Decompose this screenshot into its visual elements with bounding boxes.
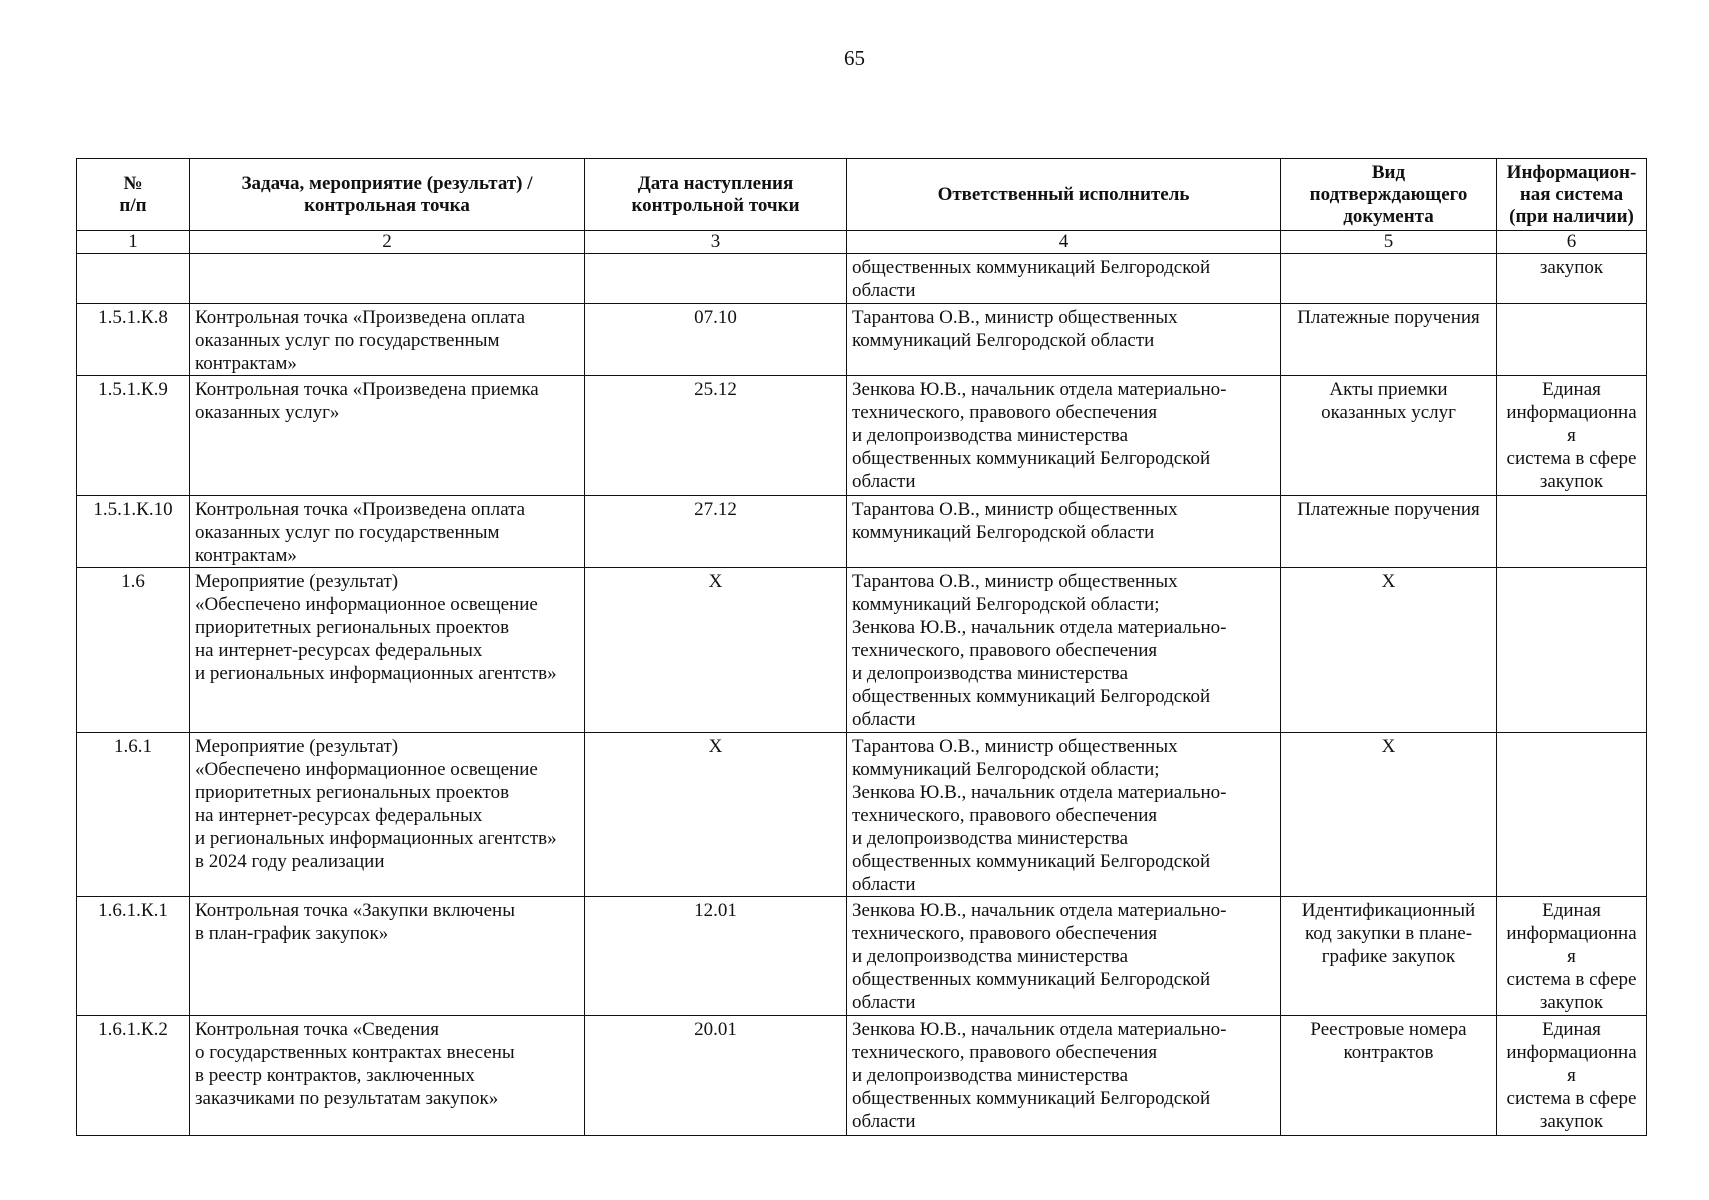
column-number: 6: [1497, 231, 1647, 254]
header-system: Информацион- ная система (при наличии): [1497, 159, 1647, 231]
row-system: [1497, 496, 1647, 568]
row-system: закупок: [1497, 254, 1647, 304]
row-num: 1.6.1.К.1: [77, 897, 190, 1016]
header-num: № п/п: [77, 159, 190, 231]
table-header-row: [77, 159, 1647, 231]
row-date: Х: [585, 568, 847, 733]
row-task: [190, 254, 585, 304]
row-task: Мероприятие (результат) «Обеспечено информационное освещение приоритетных региональных проектов на интернет-ресурсах федеральных и региональных информационных агентств»: [190, 568, 585, 733]
table-row: [77, 733, 1647, 897]
header-document: Вид подтверждающего документа: [1281, 159, 1497, 231]
row-num: [77, 254, 190, 304]
row-date: [585, 254, 847, 304]
control-points-table: [76, 158, 1647, 1136]
row-date: 07.10: [585, 304, 847, 376]
row-executor: общественных коммуникаций Белгородской области: [847, 254, 1281, 304]
row-document: Идентификационный код закупки в плане- графике закупок: [1281, 897, 1497, 1016]
row-task: Контрольная точка «Произведена оплата оказанных услуг по государственным контрактам»: [190, 304, 585, 376]
row-document: Платежные поручения: [1281, 496, 1497, 568]
row-document: Реестровые номера контрактов: [1281, 1016, 1497, 1136]
row-system: Единая информационная система в сфере закупок: [1497, 376, 1647, 496]
row-task: Контрольная точка «Произведена оплата оказанных услуг по государственным контрактам»: [190, 496, 585, 568]
column-number: 4: [847, 231, 1281, 254]
row-document: Х: [1281, 568, 1497, 733]
row-num: 1.5.1.К.8: [77, 304, 190, 376]
column-number: 2: [190, 231, 585, 254]
row-executor: Зенкова Ю.В., начальник отдела материально- технического, правового обеспечения и делопроизводства министерства общественных коммуникаций Белгородской области: [847, 897, 1281, 1016]
row-system: [1497, 568, 1647, 733]
row-date: 25.12: [585, 376, 847, 496]
table-row: [77, 304, 1647, 376]
column-number: 3: [585, 231, 847, 254]
table-row: [77, 496, 1647, 568]
row-task: Контрольная точка «Произведена приемка оказанных услуг»: [190, 376, 585, 496]
row-date: Х: [585, 733, 847, 897]
row-system: Единая информационная система в сфере закупок: [1497, 1016, 1647, 1136]
header-task: Задача, мероприятие (результат) / контрольная точка: [190, 159, 585, 231]
table-row: [77, 1016, 1647, 1136]
row-task: Контрольная точка «Закупки включены в план-график закупок»: [190, 897, 585, 1016]
column-number-row: [77, 231, 1647, 254]
table-row: [77, 568, 1647, 733]
row-num: 1.5.1.К.10: [77, 496, 190, 568]
row-system: [1497, 304, 1647, 376]
row-executor: Тарантова О.В., министр общественных коммуникаций Белгородской области: [847, 496, 1281, 568]
row-num: 1.6.1: [77, 733, 190, 897]
column-number: 5: [1281, 231, 1497, 254]
table-row: [77, 897, 1647, 1016]
row-num: 1.5.1.К.9: [77, 376, 190, 496]
header-date: Дата наступления контрольной точки: [585, 159, 847, 231]
row-document: Платежные поручения: [1281, 304, 1497, 376]
row-document: Х: [1281, 733, 1497, 897]
row-executor: Тарантова О.В., министр общественных коммуникаций Белгородской области; Зенкова Ю.В., начальник отдела материально- технического, правового обеспечения и делопроизводства министерства общественных коммуникаций Белгородской области: [847, 733, 1281, 897]
row-task: Контрольная точка «Сведения о государственных контрактах внесены в реестр контрактов, заключенных заказчиками по результатам закупок»: [190, 1016, 585, 1136]
row-date: 20.01: [585, 1016, 847, 1136]
row-date: 27.12: [585, 496, 847, 568]
row-num: 1.6.1.К.2: [77, 1016, 190, 1136]
header-executor: Ответственный исполнитель: [847, 159, 1281, 231]
row-document: [1281, 254, 1497, 304]
row-system: [1497, 733, 1647, 897]
row-executor: Тарантова О.В., министр общественных коммуникаций Белгородской области; Зенкова Ю.В., начальник отдела материально- технического, правового обеспечения и делопроизводства министерства общественных коммуникаций Белгородской области: [847, 568, 1281, 733]
page-number: 65: [844, 46, 865, 70]
row-date: 12.01: [585, 897, 847, 1016]
table-row: [77, 254, 1647, 304]
row-task: Мероприятие (результат) «Обеспечено информационное освещение приоритетных региональных проектов на интернет-ресурсах федеральных и региональных информационных агентств» в 2024 году реализации: [190, 733, 585, 897]
row-executor: Тарантова О.В., министр общественных коммуникаций Белгородской области: [847, 304, 1281, 376]
column-number: 1: [77, 231, 190, 254]
row-system: Единая информационная система в сфере закупок: [1497, 897, 1647, 1016]
table-row: [77, 376, 1647, 496]
row-document: Акты приемки оказанных услуг: [1281, 376, 1497, 496]
row-executor: Зенкова Ю.В., начальник отдела материально- технического, правового обеспечения и делопроизводства министерства общественных коммуникаций Белгородской области: [847, 376, 1281, 496]
row-num: 1.6: [77, 568, 190, 733]
row-executor: Зенкова Ю.В., начальник отдела материально- технического, правового обеспечения и делопроизводства министерства общественных коммуникаций Белгородской области: [847, 1016, 1281, 1136]
